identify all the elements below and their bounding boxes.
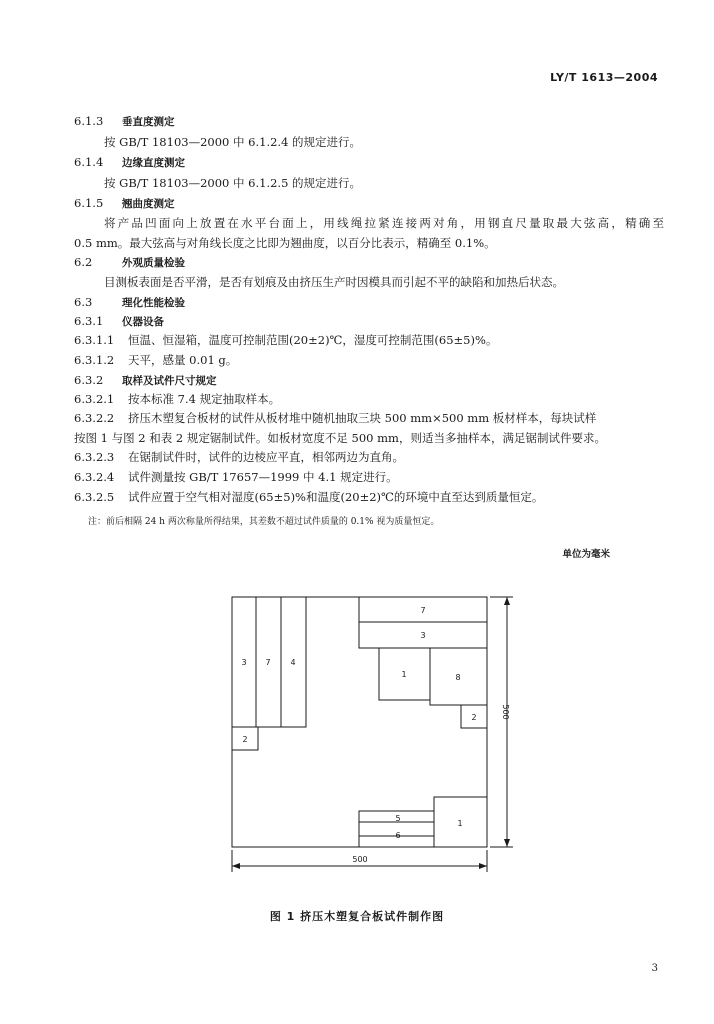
section-6-3-2-1: 6.3.2.1 按本标准 7.4 规定抽取样本。 [74,392,281,406]
mass-constant-note: 注：前后相隔 24 h 两次称量所得结果，其差数不超过试件质量的 0.1% 视为质量恒定。 [88,517,440,527]
section-6-3-2-5: 6.3.2.5 试件应置于空气相对湿度(65±5)%和温度(20±2)℃的环境中直至达到质量恒定。 [74,490,544,504]
label-piece-1-bot: 1 [457,819,463,828]
label-piece-3-left: 3 [241,658,247,667]
section-6-2-body: 目测板表面是否平滑，是否有划痕及由挤压生产时因模具而引起不平的缺陷和加热后状态。 [104,275,564,289]
label-piece-5-bot: 5 [395,814,401,823]
section-6-3-1-1: 6.3.1.1 恒温、恒湿箱，温度可控制范围(20±2)℃，湿度可控制范围(65±5)%。 [74,333,498,347]
section-6-3-heading: 6.3 理化性能检验 [74,295,185,309]
section-6-3-2-4: 6.3.2.4 试件测量按 GB/T 17657—1999 中 4.1 规定进行。 [74,470,398,484]
label-piece-2-left: 2 [242,735,248,744]
section-6-3-2-3: 6.3.2.3 在锯制试件时，试件的边棱应平直，相邻两边为直角。 [74,450,404,464]
label-piece-6-bot: 6 [395,831,401,840]
standard-code-header: LY/T 1613—2004 [550,71,658,84]
section-6-3-2-heading: 6.3.2 取样及试件尺寸规定 [74,373,217,387]
unit-label: 单位为毫米 [562,549,610,560]
section-6-3-2-2-line1: 6.3.2.2 挤压木塑复合板材的试件从板材堆中随机抽取三块 500 mm×500 mm 板材样本，每块试样 [74,411,597,425]
label-piece-7-left: 7 [265,658,271,667]
section-6-1-5-body-line2: 0.5 mm。最大弦高与对角线长度之比即为翘曲度，以百分比表示，精确至 0.1%。 [74,236,496,250]
section-6-2-heading: 6.2 外观质量检验 [74,255,185,269]
section-6-1-3-heading: 6.1.3 垂直度测定 [74,114,175,128]
label-piece-4-left: 4 [290,658,296,667]
label-piece-2-right: 2 [471,713,477,722]
label-piece-3-top: 3 [420,631,426,640]
page-number: 3 [651,963,658,974]
figure-caption: 图 1 挤压木塑复合板试件制作图 [269,910,445,923]
section-6-1-5-body-line1: 将产品凹面向上放置在水平台面上，用线绳拉紧连接两对角，用钢直尺量取最大弦高，精确至 [104,216,664,230]
section-6-3-1-heading: 6.3.1 仪器设备 [74,314,164,328]
section-6-1-4-body: 按 GB/T 18103—2000 中 6.1.2.5 的规定进行。 [104,176,362,190]
section-6-1-4-heading: 6.1.4 边缘直度测定 [74,155,185,169]
section-6-3-2-2-line2: 按图 1 与图 2 和表 2 规定锯制试件。如板材宽度不足 500 mm，则适当多抽样本，满足锯制试件要求。 [74,431,606,445]
section-6-3-1-2: 6.3.1.2 天平，感量 0.01 g。 [74,353,238,367]
section-6-1-3-body: 按 GB/T 18103—2000 中 6.1.2.4 的规定进行。 [104,135,362,149]
label-piece-7-top: 7 [420,606,426,615]
label-piece-8-mid: 8 [455,673,461,682]
dim-label-vertical: 500 [501,704,510,720]
dim-label-horizontal: 500 [352,855,368,864]
label-piece-1-mid: 1 [401,670,407,679]
section-6-1-5-heading: 6.1.5 翘曲度测定 [74,196,175,210]
